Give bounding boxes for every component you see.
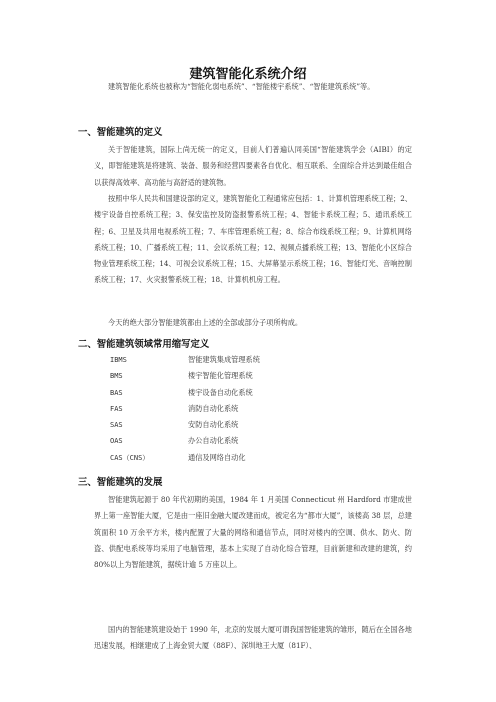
definition-paragraph-2: 按照中华人民共和国建设部的定义，建筑智能化工程通常应包括：1、计算机管理系统工程；2、楼宇设备自控系统工程；3、保安监控及防盗报警系统工程；4、智能卡系统工程；5、通讯系统工程；6、卫星及共用电视系统工程；7、车库管理系统工程；8、综合布线系统工程；9、计算机网络系统工程；10、广播系统工程；11、会议系统工程；12、视频点播系统工程；13、智能化小区综合物业管理系统工程；14、可视会议系统工程；15、大屏幕显示系统工程；16、智能灯光、音响控制系统工程；17、火灾报警系统工程；18、计算机机房工程。: [94, 194, 412, 285]
abbreviation-value: 楼宇智能化管理系统: [188, 371, 253, 381]
abbreviation-row: [110, 401, 330, 417]
section-heading-definition: 一、智能建筑的定义: [78, 127, 163, 138]
section-heading-abbreviations: 二、智能建筑领域常用缩写定义: [78, 339, 210, 350]
abbreviation-value: 智能建筑集成管理系统: [188, 355, 260, 364]
abbreviation-row: [110, 368, 330, 384]
development-paragraph-2: 国内的智能建筑建设始于 1990 年，北京的发展大厦可谓我国智能建筑的雏形，随后在全国各地迅速发展，相继建成了上海金贸大厦（88F）、深圳地王大厦（81F）、: [94, 625, 412, 651]
abbreviation-value: 安防自动化系统: [188, 420, 239, 430]
abbreviation-value: 楼宇设备自动化系统: [188, 387, 253, 397]
abbreviation-list: [110, 352, 330, 466]
abbreviation-value: 通信及网络自动化: [188, 452, 246, 462]
definition-paragraph-3: 今天的绝大部分智能建筑都由上述的全部或部分子项所构成。: [108, 318, 303, 327]
abbreviation-row: [110, 417, 330, 433]
abbreviation-value: 消防自动化系统: [188, 403, 239, 413]
abbreviation-key: OAS: [110, 437, 123, 446]
abbreviation-key: SAS: [110, 421, 123, 430]
abbreviation-row: [110, 385, 330, 401]
abbreviation-value: 办公自动化系统: [188, 436, 239, 446]
abbreviation-row: [110, 450, 330, 466]
abbreviation-key: IBMS: [110, 356, 127, 364]
definition-paragraph-1: 关于智能建筑，国际上尚无统一的定义，目前人们普遍认同美国“智能建筑学会（AIBI）的定义，即智能建筑是将建筑、装备、服务和经营四要素各自优化、相互联系、全面综合并达到最佳组合以获得高效率、高功能与高舒适的建筑物。: [94, 145, 412, 187]
abbreviation-key: BAS: [110, 388, 123, 397]
development-paragraph-1: 智能建筑起源于 80 年代初期的美国，1984 年 1 月美国 Connecticut 州 Hardford 市建成世界上第一座智能大厦，它是由一座旧金融大厦改建而成，被定名为“都市大厦”，该楼高 38 层，总建筑面积 10 万余平方米，楼内配置了大量的网络和通信节点，同时对楼内的空调、供水、防火、防盗、供配电系统等均采用了电脑管理，基本上实现了自动化综合管理，目前新建和改建的建筑，约 80%以上为智能建筑，据统计逾 5 万座以上。: [94, 495, 412, 570]
document-title: 建筑智能化系统介绍: [189, 67, 307, 82]
intro-paragraph: 建筑智能化系统也被称为“智能化弱电系统”、“智能楼宇系统”、“智能建筑系统”等。: [108, 82, 375, 91]
abbreviation-key: BMS: [110, 372, 123, 381]
abbreviation-row: [110, 433, 330, 449]
section-heading-development: 三、智能建筑的发展: [78, 477, 163, 488]
abbreviation-key: FAS: [110, 404, 123, 413]
abbreviation-key: CAS（CNS）: [110, 453, 150, 462]
abbreviation-row: [110, 352, 330, 368]
